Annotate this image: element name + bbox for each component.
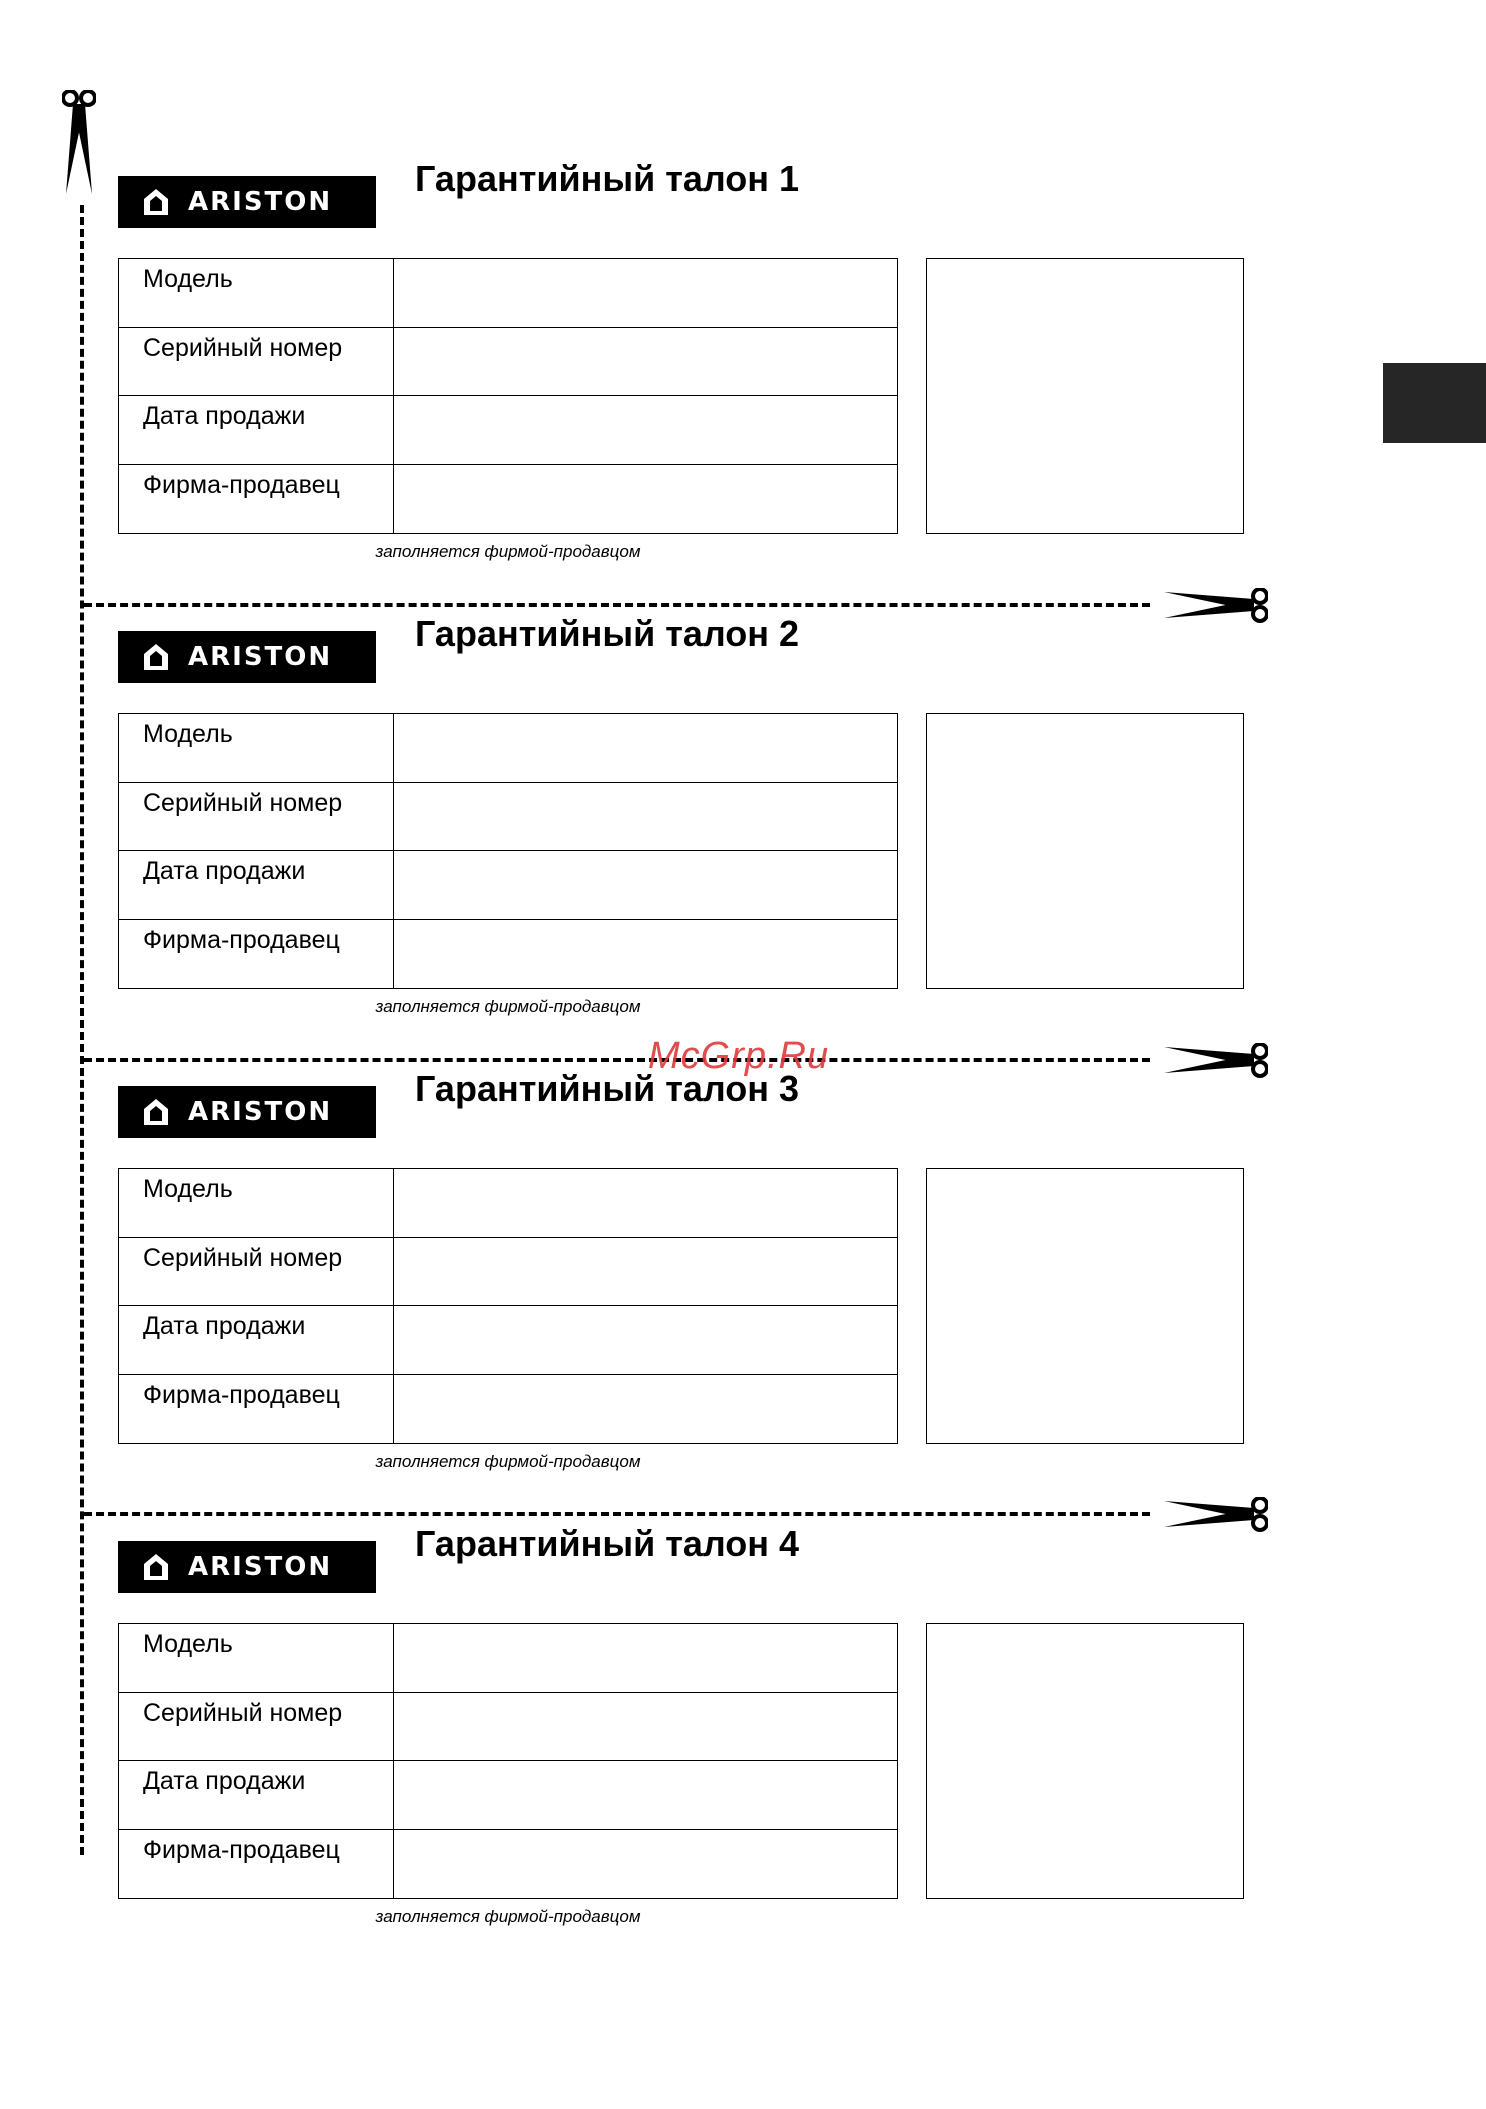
field-row-date xyxy=(119,851,897,920)
coupon-title: Гарантийный талон 4 xyxy=(415,1523,800,1564)
warranty-coupon-2 xyxy=(0,613,1486,1061)
warranty-coupon-3 xyxy=(0,1068,1486,1516)
field-row-serial xyxy=(119,1693,897,1762)
field-row-model xyxy=(119,1169,897,1238)
field-row-model xyxy=(119,1624,897,1693)
warranty-coupon-1 xyxy=(0,158,1486,606)
fields-table xyxy=(118,258,898,534)
seller-field[interactable] xyxy=(394,1375,897,1444)
serial-number-field[interactable] xyxy=(394,1693,897,1761)
field-label: Дата продажи xyxy=(119,1761,394,1829)
model-field[interactable] xyxy=(394,1169,897,1237)
logo-text: ARISTON xyxy=(188,642,333,672)
field-row-model xyxy=(119,714,897,783)
seller-field[interactable] xyxy=(394,1830,897,1899)
model-field[interactable] xyxy=(394,1624,897,1692)
watermark: McGrp.Ru xyxy=(648,1035,830,1077)
seller-field[interactable] xyxy=(394,920,897,989)
field-row-serial xyxy=(119,1238,897,1307)
fill-note: заполняется фирмой-продавцом xyxy=(375,1907,641,1926)
sale-date-field[interactable] xyxy=(394,851,897,919)
ariston-logo xyxy=(118,176,376,228)
field-row-serial xyxy=(119,328,897,397)
field-label: Модель xyxy=(119,1624,394,1692)
fill-note: заполняется фирмой-продавцом xyxy=(375,997,641,1016)
fill-note: заполняется фирмой-продавцом xyxy=(375,542,641,561)
seller-field[interactable] xyxy=(394,465,897,534)
sale-date-field[interactable] xyxy=(394,396,897,464)
house-icon xyxy=(142,1552,170,1582)
coupon-title: Гарантийный талон 1 xyxy=(415,158,800,199)
fields-table xyxy=(118,1623,898,1899)
stamp-box xyxy=(926,713,1244,989)
field-row-date xyxy=(119,1306,897,1375)
field-label: Дата продажи xyxy=(119,851,394,919)
field-row-date xyxy=(119,396,897,465)
field-label: Серийный номер xyxy=(119,783,394,851)
ariston-logo xyxy=(118,1541,376,1593)
field-row-seller xyxy=(119,465,897,534)
field-row-model xyxy=(119,259,897,328)
field-row-seller xyxy=(119,920,897,989)
stamp-box xyxy=(926,258,1244,534)
fields-table xyxy=(118,713,898,989)
fields-table xyxy=(118,1168,898,1444)
field-label: Серийный номер xyxy=(119,1693,394,1761)
fill-note: заполняется фирмой-продавцом xyxy=(375,1452,641,1471)
serial-number-field[interactable] xyxy=(394,328,897,396)
field-label: Серийный номер xyxy=(119,1238,394,1306)
model-field[interactable] xyxy=(394,714,897,782)
ariston-logo xyxy=(118,631,376,683)
house-icon xyxy=(142,1097,170,1127)
stamp-box xyxy=(926,1168,1244,1444)
serial-number-field[interactable] xyxy=(394,1238,897,1306)
logo-text: ARISTON xyxy=(188,1097,333,1127)
warranty-coupon-4 xyxy=(0,1523,1486,1971)
logo-text: ARISTON xyxy=(188,187,333,217)
field-label: Фирма-продавец xyxy=(119,920,394,989)
field-row-date xyxy=(119,1761,897,1830)
field-label: Дата продажи xyxy=(119,396,394,464)
stamp-box xyxy=(926,1623,1244,1899)
field-label: Фирма-продавец xyxy=(119,1375,394,1444)
model-field[interactable] xyxy=(394,259,897,327)
coupon-title: Гарантийный талон 3 xyxy=(415,1068,800,1109)
field-label: Фирма-продавец xyxy=(119,465,394,534)
field-row-serial xyxy=(119,783,897,852)
serial-number-field[interactable] xyxy=(394,783,897,851)
house-icon xyxy=(142,187,170,217)
field-label: Модель xyxy=(119,1169,394,1237)
field-row-seller xyxy=(119,1830,897,1899)
field-label: Модель xyxy=(119,714,394,782)
sale-date-field[interactable] xyxy=(394,1306,897,1374)
sale-date-field[interactable] xyxy=(394,1761,897,1829)
field-label: Модель xyxy=(119,259,394,327)
coupon-title: Гарантийный талон 2 xyxy=(415,613,800,654)
field-row-seller xyxy=(119,1375,897,1444)
house-icon xyxy=(142,642,170,672)
ariston-logo xyxy=(118,1086,376,1138)
logo-text: ARISTON xyxy=(188,1552,333,1582)
field-label: Фирма-продавец xyxy=(119,1830,394,1899)
field-label: Серийный номер xyxy=(119,328,394,396)
field-label: Дата продажи xyxy=(119,1306,394,1374)
